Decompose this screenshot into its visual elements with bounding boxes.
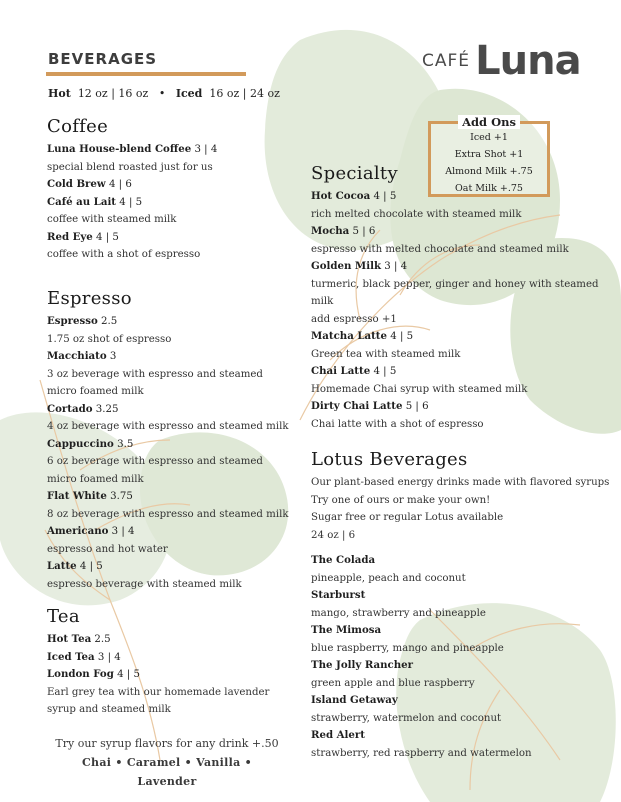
item-description: 3 oz beverage with espresso and steamed [47, 368, 263, 380]
menu-item [311, 328, 621, 346]
menu-item [47, 176, 217, 194]
item-name: The Jolly Rancher [311, 659, 414, 671]
menu-item [47, 558, 289, 576]
espresso-section [47, 288, 289, 593]
item-price: 3 [109, 351, 117, 362]
menu-item [47, 348, 289, 366]
item-price: 2.5 [101, 316, 118, 327]
item-price: 4 | 5 [79, 561, 103, 572]
item-name: Iced Tea [47, 650, 95, 663]
menu-item [47, 313, 289, 331]
add-ons-title: Add Ons [458, 115, 520, 129]
size-legend [48, 87, 280, 100]
item-name: Dirty Chai Latte [311, 400, 403, 412]
menu-item [311, 657, 609, 675]
page-title: BEVERAGES [48, 50, 158, 68]
menu-item [311, 223, 621, 241]
item-description: 1.75 oz shot of espresso [47, 333, 172, 345]
item-description: Earl grey tea with our homemade lavender [47, 686, 270, 698]
syrup-line: Try our syrup flavors for any drink +.50 [55, 737, 279, 750]
item-price: 4 | 5 [373, 191, 397, 202]
item-description: mango, strawberry and pineapple [311, 607, 486, 619]
menu-item [311, 258, 621, 276]
menu-item [311, 188, 621, 206]
menu-item [311, 363, 621, 381]
item-name: Matcha Latte [311, 330, 387, 342]
hot-label: Hot [48, 87, 71, 100]
item-price: 5 | 6 [352, 226, 376, 237]
item-name: Chai Latte [311, 365, 371, 377]
item-price: 3.25 [95, 403, 119, 415]
syrup-flavors: Chai • Caramel • Vanilla • Lavender [81, 756, 253, 788]
item-description: micro foamed milk [47, 386, 144, 397]
menu-item [47, 194, 217, 212]
item-price: 4 | 5 [119, 196, 143, 208]
item-price: 4 | 5 [117, 669, 140, 680]
section-title-lotus: Lotus Beverages [311, 449, 468, 470]
item-name: Starburst [311, 589, 366, 601]
item-description: add espresso +1 [311, 313, 397, 325]
menu-item [47, 488, 289, 506]
item-name: Red Eye [47, 230, 93, 243]
item-description: rich melted chocolate with steamed milk [311, 208, 522, 220]
tea-section [47, 606, 269, 719]
item-description: coffee with a shot of espresso [47, 249, 201, 260]
item-description: strawberry, watermelon and coconut [311, 712, 502, 724]
item-price: 3 | 4 [384, 261, 408, 272]
item-name: Flat White [47, 490, 107, 502]
item-description: espresso beverage with steamed milk [47, 578, 242, 590]
hot-sizes: 12 oz | 16 oz [77, 87, 149, 100]
item-name: Golden Milk [311, 260, 381, 272]
menu-item [47, 631, 269, 649]
item-description: Homemade Chai syrup with steamed milk [311, 383, 528, 395]
lotus-intro-line: Sugar free or regular Lotus available [311, 512, 504, 523]
menu-item [47, 436, 289, 454]
item-description: strawberry, red raspberry and watermelon [311, 747, 532, 759]
item-name: The Mimosa [311, 624, 382, 636]
logo-cafe: CAFÉ [422, 51, 471, 71]
item-price: 4 | 6 [108, 179, 132, 190]
item-name: Mocha [311, 225, 350, 237]
menu-item [47, 523, 289, 541]
iced-sizes: 16 oz | 24 oz [209, 87, 280, 100]
lotus-intro-line: Our plant-based energy drinks made with flavored syrups [311, 477, 610, 488]
item-description: 8 oz beverage with espresso and steamed milk [47, 508, 289, 520]
item-description: Green tea with steamed milk [311, 348, 461, 360]
item-price: 3.5 [117, 438, 134, 450]
item-name: Red Alert [311, 729, 365, 741]
add-on-item: Iced +1 [470, 132, 508, 143]
menu-item [311, 727, 609, 745]
item-price: 3 | 4 [111, 526, 135, 537]
menu-item [47, 229, 217, 247]
menu-item [311, 622, 609, 640]
item-description: 6 oz beverage with espresso and steamed [47, 456, 263, 467]
item-price: 4 | 5 [390, 331, 414, 342]
item-description: blue raspberry, mango and pineapple [311, 642, 504, 654]
lotus-section [311, 449, 609, 762]
item-name: Cortado [47, 402, 93, 415]
section-title-coffee: Coffee [47, 116, 109, 137]
add-on-item: Almond Milk +.75 [445, 166, 533, 177]
item-description: espresso and hot water [47, 543, 168, 555]
item-price: 3.75 [110, 491, 133, 502]
item-description: green apple and blue raspberry [311, 677, 475, 689]
item-description: Chai latte with a shot of espresso [311, 418, 484, 430]
menu-item [311, 692, 609, 710]
menu-item [47, 401, 289, 419]
item-name: Luna House-blend Coffee [47, 143, 192, 155]
specialty-section [311, 163, 621, 433]
item-price: 5 | 6 [405, 401, 429, 412]
size-separator: • [158, 87, 166, 100]
iced-label: Iced [175, 87, 203, 100]
menu-item [47, 649, 269, 667]
item-price: 2.5 [94, 634, 111, 645]
add-on-item: Oat Milk +.75 [455, 183, 523, 194]
item-name: London Fog [47, 668, 114, 680]
lotus-price: 24 oz | 6 [311, 529, 356, 541]
cafe-luna-logo [422, 38, 581, 84]
menu-item [47, 666, 269, 684]
item-name: Café au Lait [47, 195, 117, 208]
item-name: Island Getaway [311, 694, 398, 706]
item-description: special blend roasted just for us [47, 161, 213, 173]
item-description: coffee with steamed milk [47, 214, 177, 225]
item-name: Hot Tea [47, 633, 92, 645]
item-description: espresso with melted chocolate and steamed milk [311, 243, 569, 255]
item-price: 4 | 5 [373, 366, 397, 377]
item-name: Espresso [47, 315, 98, 327]
coffee-section [47, 116, 217, 264]
title-underline [46, 72, 246, 76]
item-name: Macchiato [47, 350, 107, 362]
lotus-intro-line: Try one of ours or make your own! [311, 494, 491, 506]
item-name: Cappuccino [47, 437, 114, 450]
section-title-espresso: Espresso [47, 288, 132, 309]
item-description: 4 oz beverage with espresso and steamed milk [47, 421, 289, 432]
item-description: micro foamed milk [47, 473, 144, 485]
menu-item [311, 552, 609, 570]
item-name: The Colada [311, 554, 376, 566]
item-name: Cold Brew [47, 178, 106, 190]
add-on-item: Extra Shot +1 [454, 149, 524, 160]
menu-item [311, 587, 609, 605]
item-description: pineapple, peach and coconut [311, 572, 466, 584]
item-name: Latte [47, 560, 77, 572]
logo-luna: Luna [475, 38, 581, 84]
item-price: 4 | 5 [96, 231, 119, 243]
item-description: turmeric, black pepper, ginger and honey with steamed milk [311, 278, 599, 307]
item-price: 3 | 4 [97, 651, 121, 663]
syrup-note [52, 734, 282, 791]
item-price: 3 | 4 [194, 144, 218, 155]
item-name: Americano [47, 525, 109, 537]
menu-item [47, 141, 217, 159]
section-title-specialty: Specialty [311, 163, 398, 184]
item-description: syrup and steamed milk [47, 704, 171, 715]
menu-item [311, 398, 621, 416]
section-title-tea: Tea [47, 606, 80, 627]
item-name: Hot Cocoa [311, 190, 371, 202]
